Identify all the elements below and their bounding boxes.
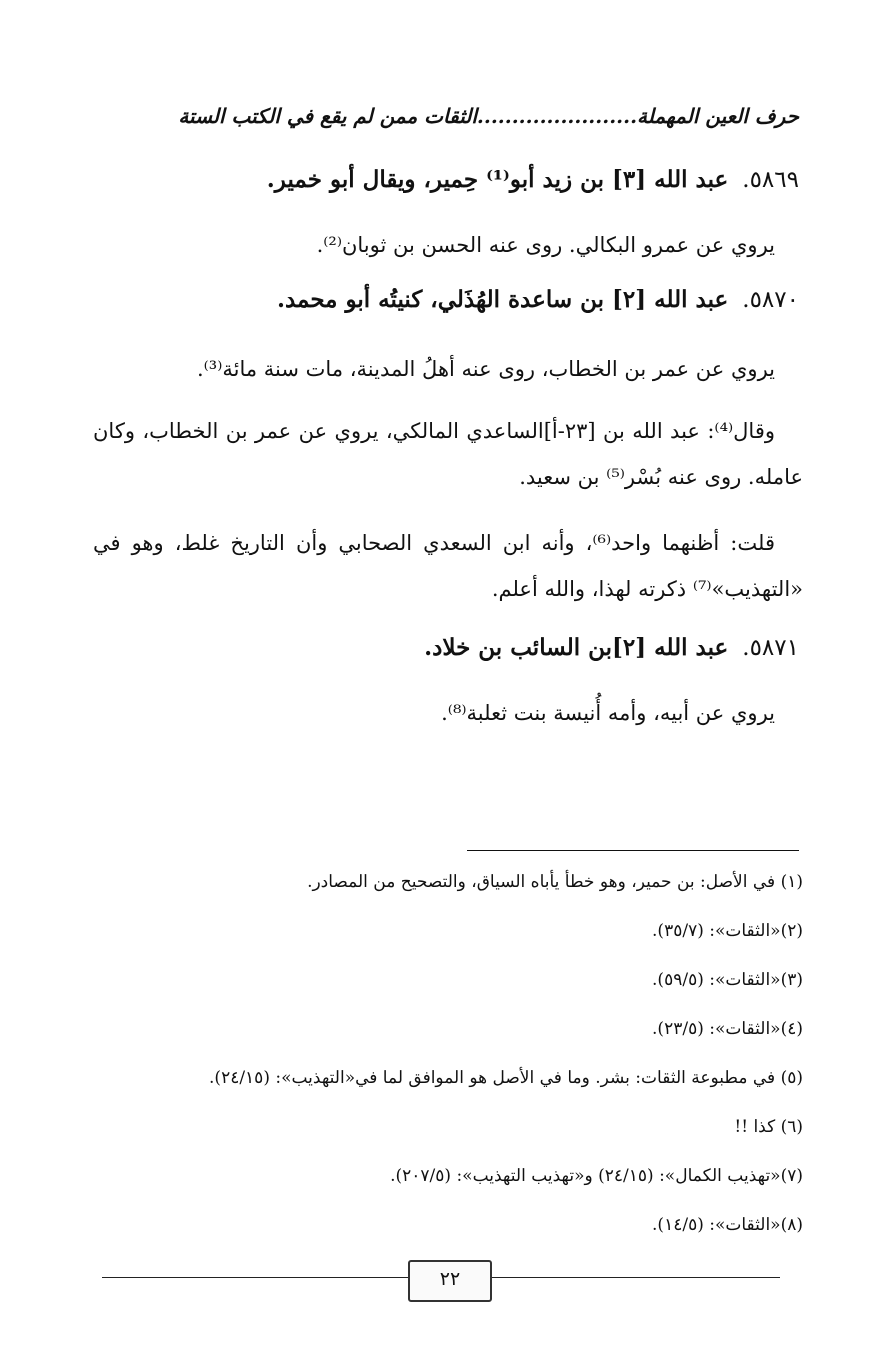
footnote-1: (١) في الأصل: بن حمير، وهو خطأ يأباه السياق، والتصحيح من المصادر. [307,872,803,892]
footnotes [93,862,803,1254]
entry-number: ٥٨٧٠. [742,287,799,313]
entry-paragraph: يروي عن عمر بن الخطاب، روى عنه أهلُ المدينة، مات سنة مائة⁽³⁾. [196,357,775,381]
entry-number: ٥٨٦٩. [742,167,799,193]
page-number: ٢٢ [408,1260,492,1302]
footnote-8: (٨)«الثقات»: (١٤/٥). [652,1215,803,1235]
entry-paragraph: قلت: أظنهما واحد⁽⁶⁾، وأنه ابن السعدي الصحابي وأن التاريخ غلط، وهو في «التهذيب»⁽⁷⁾ ذكرته لهذا، والله أعلم. [93,531,803,601]
entry-heading: عبد الله [٢] بن ساعدة الهُذَلي، كنيتُه أبو محمد. [276,286,729,313]
entry-paragraph: يروي عن عمرو البكالي. روى عنه الحسن بن ثوبان⁽²⁾. [316,233,775,257]
bottom-rule-right [490,1277,780,1278]
bottom-rule-left [102,1277,408,1278]
entry-paragraph: يروي عن أبيه، وأمه أُنيسة بنت ثعلبة⁽⁸⁾. [441,701,775,725]
footnote-2: (٢)«الثقات»: (٣٥/٧). [652,921,803,941]
entry-paragraph: وقال⁽⁴⁾: عبد الله بن [٢٣-أ]الساعدي المالكي، يروي عن عمر بن الخطاب، وكان عامله. روى عنه بُسْر⁽⁵⁾ بن سعيد. [93,419,803,489]
entry-title-5869 [99,166,799,193]
entry-heading: عبد الله [٣] بن زيد أبو⁽¹⁾ حِمير، ويقال أبو خمير. [266,166,729,193]
entry-title-5870 [99,286,799,313]
running-head: حرف العين المهملة.......................الثقات ممن لم يقع في الكتب الستة [178,104,799,128]
footnote-divider [467,850,799,851]
entry-title-5871 [99,634,799,661]
footnote-7: (٧)«تهذيب الكمال»: (٢٤/١٥) و«تهذيب التهذيب»: (٢٠٧/٥). [390,1166,803,1186]
entry-number: ٥٨٧١. [742,635,799,661]
footnote-5: (٥) في مطبوعة الثقات: بشر. وما في الأصل هو الموافق لما في«التهذيب»: (٢٤/١٥). [209,1068,803,1088]
footnote-6: (٦) كذا !! [734,1117,803,1137]
footnote-4: (٤)«الثقات»: (٢٣/٥). [652,1019,803,1039]
entry-heading: عبد الله [٢]بن السائب بن خلاد. [424,634,729,661]
footnote-3: (٣)«الثقات»: (٥٩/٥). [652,970,803,990]
